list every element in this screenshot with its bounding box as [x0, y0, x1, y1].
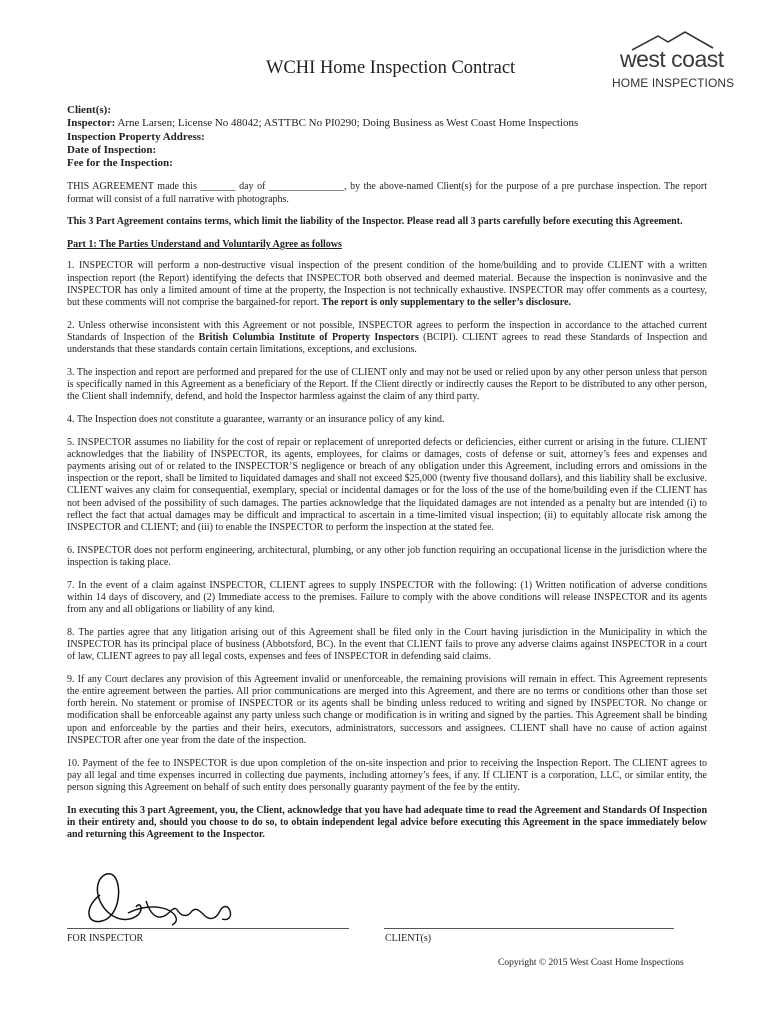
logo-subtext: HOME INSPECTIONS	[612, 76, 735, 90]
contract-body	[67, 104, 707, 852]
fee-field: Fee for the Inspection:	[67, 157, 173, 170]
closing-paragraph: In executing this 3 part Agreement, you, the Client, acknowledge that you have had adequate time to read the Agreement and Standards Of Inspection in their entirety and, should you choose to do so, to obtain independent legal advice before executing this Agreement in the space immediately below and returning this Agreement to the Inspector.	[67, 804, 708, 841]
contract-fields	[67, 104, 707, 170]
agreement-paragraph: THIS AGREEMENT made this _______ day of _______________, by the above-named Client(s) for the purpose of a pre purchase inspection. The report format will consist of a full narrative with photographs.	[67, 181, 707, 205]
company-logo	[598, 30, 748, 100]
clause-8: 8. The parties agree that any litigation arising out of this Agreement shall be filed only in the Court having jurisdiction in the Municipality in which the INSPECTOR has its principal place of business (Abbotsford, BC). In the event that CLIENT fails to prove any adverse claims against INSPECTOR in a court of law, CLIENT agrees to pay all legal costs, expenses and fees of INSPECTOR in defending said claims.	[67, 626, 707, 663]
address-field: Inspection Property Address:	[67, 130, 205, 143]
inspector-signature-line	[67, 928, 349, 929]
copyright-text: Copyright © 2015 West Coast Home Inspections	[498, 958, 684, 968]
clause-3: 3. The inspection and report are performed and prepared for the use of CLIENT only and may not be used or relied upon by any other person unless that person is specifically named in this Agreement as a beneficiary of the Report. If the Client directly or indirectly causes the Report to be distributed to any other person, the Client shall indemnify, defend, and hold the Inspector harmless against the claim of any third party.	[67, 366, 707, 403]
clause-2: 2. Unless otherwise inconsistent with this Agreement or not possible, INSPECTOR agrees to perform the inspection in accordance to the attached current Standards of Inspection of the British Columbia Institute of Property Inspectors (BCIPI). CLIENT agrees to read these Standards of Inspection and understands that these standards contain certain limitations, exceptions, and exclusions.	[67, 319, 708, 356]
signature-area	[67, 855, 707, 955]
clause-5: 5. INSPECTOR assumes no liability for the cost of repair or replacement of unreported defects or deficiencies, either current or arising in the future. CLIENT acknowledges that the liability of INSPECTOR, its agents, employees, for claims or damages, costs of defense or suit, attorney’s fees and expenses and payments arising out of or related to the INSPECTOR’S negligence or breach of any obligation under this Agreement, including errors and omissions in the inspection or the report, shall be limited to liquidated damages and shall not exceed $25,000 (twenty five thousand dollars), and this liability shall be exclusive. CLIENT waives any claim for consequential, exemplary, special or incidental damages or for the loss of the use of the home/building even if the CLIENT has not been advised of the possibility of such damages. The parties acknowledge that the liquidated damages are not intended as a penalty but are intended (i) to reflect the fact that actual damages may be difficult and impractical to ascertain in a time-limited visual inspection; (ii) to equitably allocate risk among the INSPECTOR and CLIENT; and (iii) to enable the INSPECTOR to perform the inspection at the stated fee.	[67, 436, 707, 533]
clause-4: 4. The Inspection does not constitute a guarantee, warranty or an insurance policy of any kind.	[67, 413, 445, 425]
clause-9: 9. If any Court declares any provision of this Agreement invalid or unenforceable, the remaining provisions will remain in effect. This Agreement represents the entire agreement between the parties. All prior communications are merged into this Agreement, and there are no terms or conditions other than those set forth herein. No statement or promise of INSPECTOR or its agents shall be binding unless reduced to writing and signed by INSPECTOR. No change or modification shall be enforceable against any party unless such change or modification is in writing and signed by the parties. This Agreement shall be binding upon and enforceable by the parties and their heirs, executors, administrators, successors and assignees. CLIENT shall have no cause of action against INSPECTOR after one year from the date of the inspection.	[67, 673, 707, 746]
client-label: CLIENT(s)	[385, 933, 432, 944]
clients-field: Client(s):	[67, 104, 111, 116]
client-signature-line[interactable]	[384, 928, 674, 929]
page-title: WCHI Home Inspection Contract	[266, 58, 516, 78]
clause-6: 6. INSPECTOR does not perform engineering, architectural, plumbing, or any other job function requiring an occupational license in the jurisdiction where the inspection is taking place.	[67, 544, 707, 568]
clause-10: 10. Payment of the fee to INSPECTOR is due upon completion of the on-site inspection and prior to receiving the Inspection Report. The CLIENT agrees to pay all legal and time expenses incurred in collecting due payments, including attorney’s fees, if any. If CLIENT is a corporation, LLC, or similar entity, the person signing this Agreement on behalf of such entity does personally guaranty payment of the fee by the entity.	[67, 757, 707, 793]
inspector-label: FOR INSPECTOR	[67, 933, 144, 944]
clause-7: 7. In the event of a claim against INSPECTOR, CLIENT agrees to supply INSPECTOR with the following: (1) Written notification of adverse conditions within 14 days of discovery, and (2) Immediate access to the premises. Failure to comply with the above conditions will release INSPECTOR and its agents from any and all obligations or liability of any kind.	[67, 579, 707, 615]
inspector-signature	[82, 855, 252, 935]
date-field: Date of Inspection:	[67, 143, 157, 156]
inspector-field: Inspector: Arne Larsen; License No 48042; ASTTBC No PI0290; Doing Business as West Coast Home Inspections	[67, 117, 579, 130]
notice-paragraph: This 3 Part Agreement contains terms, which limit the liability of the Inspector. Please read all 3 parts carefully before executing this Agreement.	[67, 216, 683, 228]
logo-text: west coast	[620, 46, 724, 72]
part1-heading: Part 1: The Parties Understand and Voluntarily Agree as follows	[67, 239, 342, 251]
clause-1: 1. INSPECTOR will perform a non-destructive visual inspection of the present condition of the home/building and to provide CLIENT with a written inspection report (the Report) identifying the defects that INSPECTOR both observed and deemed material. Because the inspection is noninvasive and the INSPECTOR has only a limited amount of time at the property, the Inspection is not technically exhaustive. INSPECTOR may offer comments as a courtesy, but these comments will not comprise the bargained-for report. The report is only supplementary to the seller’s disclosure.	[67, 260, 707, 308]
